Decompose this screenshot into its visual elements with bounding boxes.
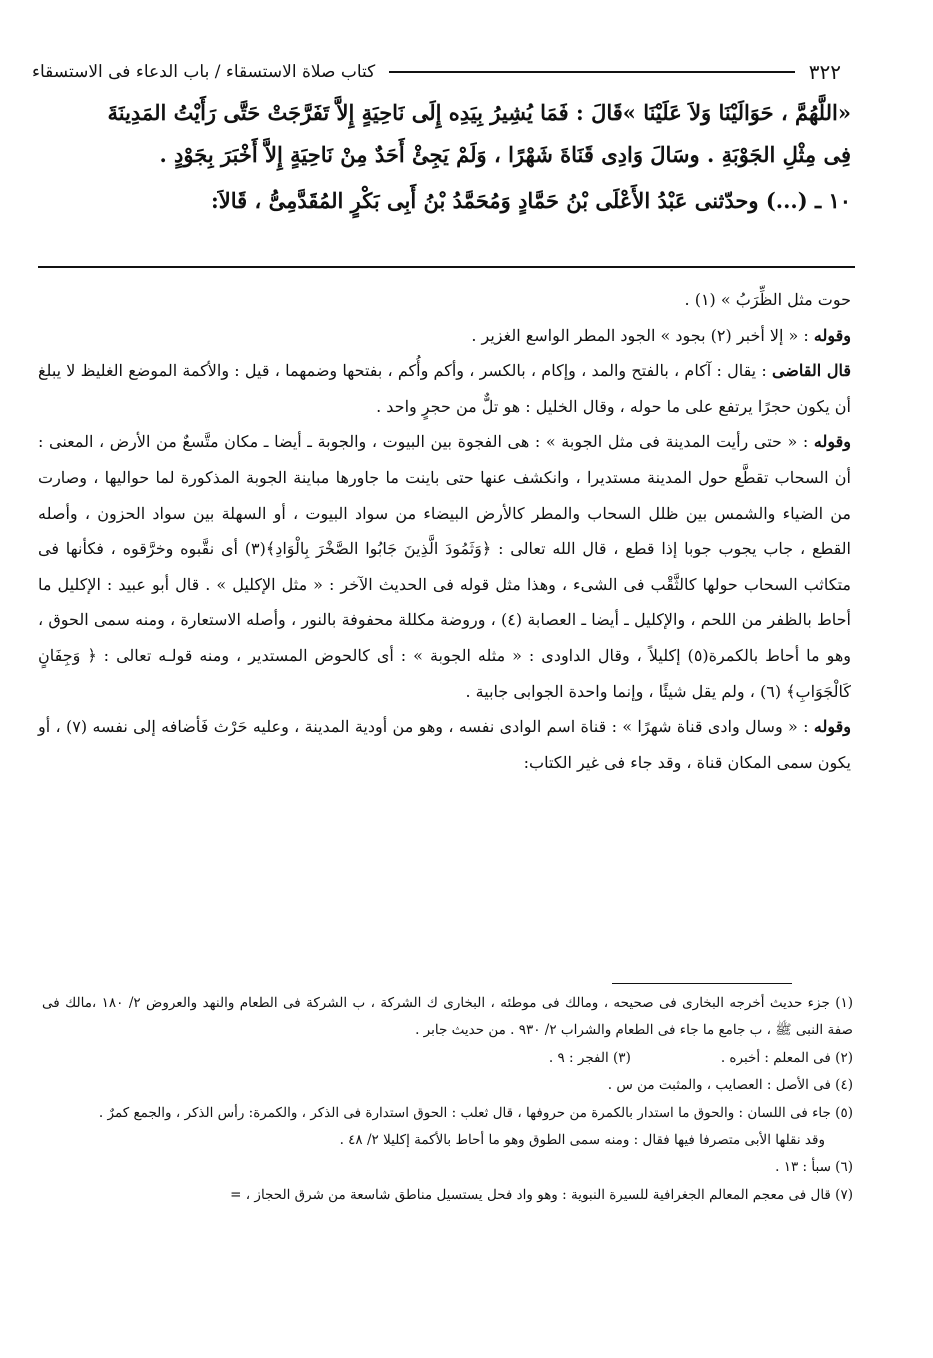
commentary-paragraph: حوت مثل الظِّرَبُ » (١) . <box>684 290 851 309</box>
hadith-text <box>38 92 851 222</box>
footnote: (٣) الفجر : ٩ . <box>548 1049 631 1066</box>
commentary-paragraph <box>38 709 851 780</box>
keyword: وقوله <box>813 717 851 737</box>
header-rule <box>389 71 795 73</box>
footnote: (٦) سبأ : ١٣ . <box>775 1159 853 1176</box>
footnote-continuation: وقد نقلها الأبى متصرفا فيها فقال : ومنه سمى الطوق وهو ما أحاط بالأكمة إكليلا ٢/ ٤٨ . <box>339 1132 825 1149</box>
paragraph-text: : « إلا أخبر (٢) بجود » الجود المطر الواسع الغزير . <box>471 325 809 345</box>
keyword: قال القاضى <box>771 361 851 381</box>
hadith-line: فِى مِثْلِ الجَوْبَةِ . وسَالَ وَادِى قَنَاةَ شَهْرًا ، وَلَمْ يَجِئْ أَحَدٌ مِنْ نَاحِيَةٍ إِلاَّ أَخْبَرَ بِجَوْدٍ . <box>159 142 851 167</box>
footnote: (٤) فى الأصل : العصايب ، والمثبت من س . <box>607 1077 853 1094</box>
footnote: (٧) قال فى معجم المعالم الجغرافية للسيرة النبوية : وهو واد فحل يستسيل مناطق شاسعة من شرق الحجاز ، = <box>230 1186 853 1203</box>
footnote: (٢) فى المعلم : أخبره . <box>720 1049 853 1066</box>
commentary <box>38 282 851 780</box>
commentary-paragraph <box>38 353 851 424</box>
keyword: وقوله <box>813 432 852 452</box>
commentary-paragraph <box>38 318 851 354</box>
section-divider <box>38 266 855 268</box>
footnote: (١) جزء حديث أخرجه البخارى فى صحيحه ، ومالك فى موطئه ، البخارى ك الشركة ، ب الشركة فى الطعام والنهد والعروض ٢/ ١٨٠ ،مالك فى صفة النبى ﷺ ، ب جامع ما جاء فى الطعام والشراب ٢/ ٩٣٠ . من حديث جابر . <box>42 995 854 1039</box>
hadith-chain: ١٠ ـ (...) وحدّثنى عَبْدُ الأَعْلَى بْنُ حَمَّادٍ وَمُحَمَّدُ بْنُ أَبِى بَكْرٍ المُقَدَّمِىُّ ، قَالاَ: <box>211 188 851 213</box>
running-header <box>32 52 841 92</box>
footnotes <box>42 990 853 1209</box>
running-title: كتاب صلاة الاستسقاء / باب الدعاء فى الاستسقاء <box>32 62 376 82</box>
page-number: ٣٢٢ <box>808 60 841 84</box>
paragraph-text: : « وسال وادى قناة شهرًا » : قناة اسم الوادى نفسه ، وهو من أودية المدينة ، وعليه حَرْث فَأضافه إلى نفسه (٧) ، أو يكون سمى المكان قناة ، وقد جاء فى غير الكتاب: <box>38 717 851 772</box>
keyword: وقوله <box>813 325 851 345</box>
footnote-row <box>42 1045 853 1072</box>
footnote-rule <box>612 983 792 984</box>
paragraph-text: : يقال : آكام ، بالفتح والمد ، وإكام ، بالكسر ، وأكم وأُكم ، بفتحها وضمهما ، قيل : والأكمة الموضع الغليظ لا يبلغ أن يكون حجرًا يرتفع على ما حوله ، وقال الخليل : هو تلٌّ من حجرٍ واحد . <box>38 361 851 416</box>
footnote: (٥) جاء فى اللسان : والحوق ما استدار بالكمرة من حروفها ، قال ثعلب : الحوق استدارة فى الذكر ، والكمرة: رأس الذكر ، والجمع كمرٌ . <box>98 1104 853 1121</box>
hadith-line: «اللَّهُمَّ ، حَوَالَيْنَا وَلاَ عَلَيْنَا »قَالَ : فَمَا يُشِيرُ بِيَدِه إِلَى نَاحِيَةٍ إِلاَّ تَفَرَّجَتْ حَتَّى رَأَيْتُ المَدِينَةَ <box>107 100 851 125</box>
commentary-paragraph <box>38 424 851 709</box>
paragraph-text: : « حتى رأيت المدينة فى مثل الجوبة » : هى الفجوة بين البيوت ، والجوبة ـ أيضا ـ مكان متَّسعٌ من الأرض ، المعنى : أن السحاب تقطَّع حول المدينة مستديرا ، وانكشف عنها حتى باينت ما جاورها مباينة الجوبة المذكورة لما حواليها ، وصارت من الضياء والشمس بين ظلل السحاب والمطر كالأرض البيضاء من سواد البيوت ، أو السهلة بين سواد الحزون ، وأصله القطع ، جاب يجوب جوبا إذا قطع ، قال الله تعالى : ﴿وَثَمُودَ الَّذِينَ جَابُوا الصَّخْرَ بِالْوَادِ﴾(٣) أى نقَّبوه وخرَّقوه ، فكأنها فى متكاثب السحاب حولها كالثَّقْب فى الشىء ، وهذا مثل قوله فى الحديث الآخر : « مثل الإكليل » . قال أبو عبيد : الإكليل ما أحاط بالظفر من اللحم ، والإكليل ـ أيضا ـ العصابة (٤) ، وروضة مكللة محفوفة بالنور ، وأصله الاستعارة ، ومنه سمى الحوق ، وهو ما أحاط بالكمرة(٥) إكليلاً ، وقال الداودى : « مثله الجوبة » : أى كالحوض المستدير ، ومنه قولـه تعالى : ﴿ وَجِفَانٍ كَالْجَوَابِ﴾ (٦) ، ولم يقل شيئًا ، وإنما واحدة الجوابى جابية . <box>38 432 851 701</box>
